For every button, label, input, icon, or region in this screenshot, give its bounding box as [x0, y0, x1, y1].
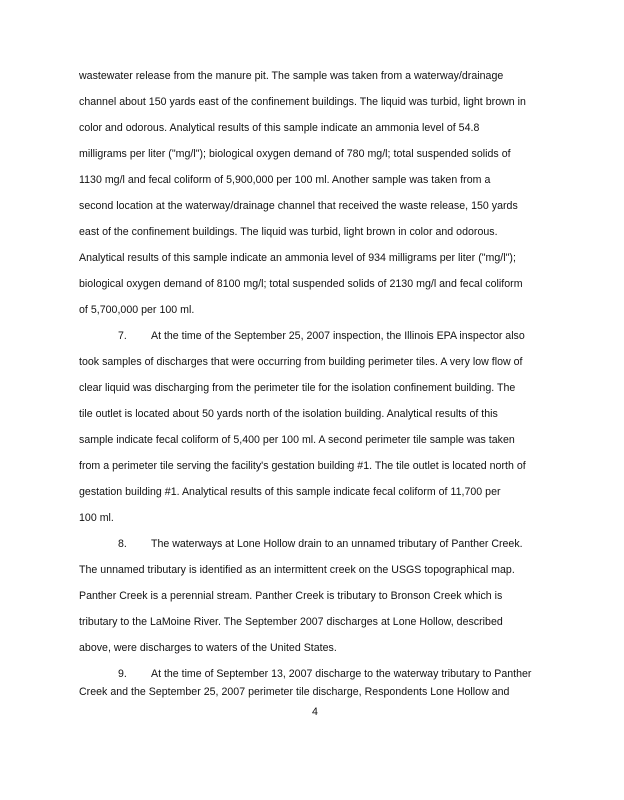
text-line: milligrams per liter ("mg/l"); biological oxygen demand of 780 mg/l; total suspended solids of	[79, 148, 511, 160]
text-line: 1130 mg/l and fecal coliform of 5,900,000 per 100 ml. Another sample was taken from a	[79, 174, 491, 186]
paragraph-number: 7.	[118, 330, 127, 342]
text-line: clear liquid was discharging from the perimeter tile for the isolation confinement building. The	[79, 382, 516, 394]
text-line: second location at the waterway/drainage channel that received the waste release, 150 yards	[79, 200, 518, 212]
text-line: 100 ml.	[79, 512, 114, 524]
text-line: gestation building #1. Analytical results of this sample indicate fecal coliform of 11,700 per	[79, 486, 501, 498]
paragraph-first-line: At the time of the September 25, 2007 inspection, the Illinois EPA inspector also	[151, 330, 525, 342]
text-line: sample indicate fecal coliform of 5,400 per 100 ml. A second perimeter tile sample was taken	[79, 434, 515, 446]
text-line: The unnamed tributary is identified as an intermittent creek on the USGS topographical map.	[79, 564, 515, 576]
text-line: took samples of discharges that were occurring from building perimeter tiles. A very low flow of	[79, 356, 523, 368]
text-line: Panther Creek is a perennial stream. Panther Creek is tributary to Bronson Creek which is	[79, 590, 503, 602]
text-line: Analytical results of this sample indicate an ammonia level of 934 milligrams per liter ("mg/l");	[79, 252, 516, 264]
text-line: biological oxygen demand of 8100 mg/l; total suspended solids of 2130 mg/l and fecal coliform	[79, 278, 523, 290]
text-line: tile outlet is located about 50 yards north of the isolation building. Analytical results of this	[79, 408, 498, 420]
text-line: above, were discharges to waters of the United States.	[79, 642, 337, 654]
text-line: color and odorous. Analytical results of this sample indicate an ammonia level of 54.8	[79, 122, 480, 134]
text-line: Creek and the September 25, 2007 perimeter tile discharge, Respondents Lone Hollow and	[79, 686, 510, 698]
page-number: 4	[312, 706, 318, 718]
text-line: tributary to the LaMoine River. The September 2007 discharges at Lone Hollow, described	[79, 616, 503, 628]
text-line: east of the confinement buildings. The liquid was turbid, light brown in color and odorous.	[79, 226, 498, 238]
paragraph-number: 8.	[118, 538, 127, 550]
text-line: channel about 150 yards east of the confinement buildings. The liquid was turbid, light brown in	[79, 96, 526, 108]
text-line: wastewater release from the manure pit. The sample was taken from a waterway/drainage	[79, 70, 504, 82]
paragraph-number: 9.	[118, 668, 127, 680]
text-line: from a perimeter tile serving the facility's gestation building #1. The tile outlet is located north of	[79, 460, 526, 472]
paragraph-first-line: At the time of September 13, 2007 discharge to the waterway tributary to Panther	[151, 668, 532, 680]
text-line: of 5,700,000 per 100 ml.	[79, 304, 195, 316]
paragraph-first-line: The waterways at Lone Hollow drain to an unnamed tributary of Panther Creek.	[151, 538, 523, 550]
